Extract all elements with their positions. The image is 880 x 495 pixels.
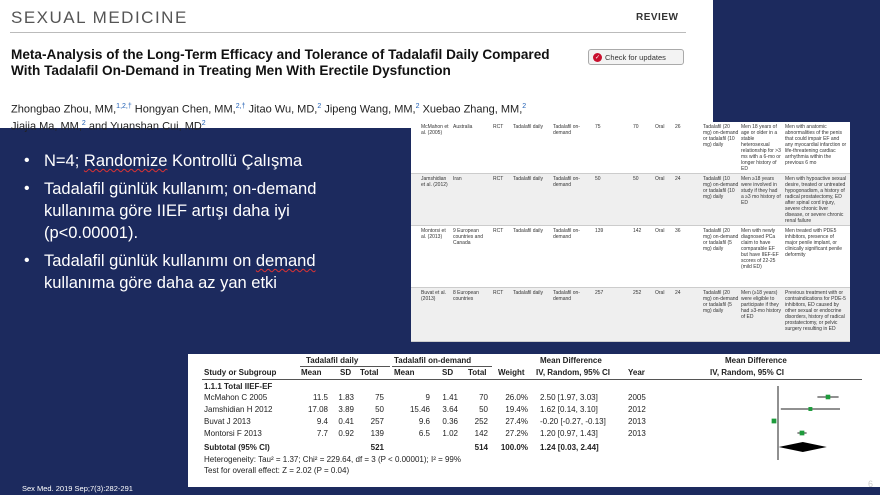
forest-cell-weight: 27.4% [505, 417, 528, 426]
paper-title: Meta-Analysis of the Long-Term Efficacy and Tolerance of Tadalafil Daily Compared With Tadalafil On-Demand in Treating Men With Erectile Dysfunction [11, 47, 550, 78]
table-cell-arm1: Tadalafil daily [513, 290, 544, 296]
md-header: Mean Difference [540, 356, 602, 365]
bullet-item: • Tadalafil günlük kullanımı on demand kullanıma göre daha az yan etki [24, 252, 316, 292]
forest-plot-chart [658, 380, 880, 487]
table-cell-design: RCT [493, 290, 504, 296]
study-marker [808, 407, 812, 411]
table-cell-n1: 75 [595, 124, 601, 130]
study-marker [826, 395, 831, 400]
forest-cell-year: 2013 [628, 429, 646, 438]
forest-cell-mean1: 7.7 [316, 429, 328, 438]
group1-rule [300, 366, 390, 367]
table-cell-study: McMahon et al. (2005) [421, 124, 449, 136]
table-cell-inclusion: Men ≥18 years were involved in study if they had a ≥3 mo history of ED [741, 176, 781, 206]
forest-cell-study: Jamshidian H 2012 [204, 405, 273, 414]
subtotal-ci: 1.24 [0.03, 2.44] [540, 443, 599, 452]
table-cell-arm2: Tadalafil on-demand [553, 124, 580, 136]
forest-cell-mean2: 9.6 [418, 417, 430, 426]
forest-cell-sd2: 3.64 [442, 405, 458, 414]
table-cell-dose: Tadalafil (20 mg) on-demand or tadalafil (5 mg) daily [703, 228, 739, 252]
author-list: Zhongbao Zhou, MM,$^{1,2,\dagger}$ Hongyan Chen, MM,$^{2,\dagger}$ Jitao Wu, MD,$^2$ Jipeng Wang, MM,$^2$ Xuebao Zhang, MM,$^2$ Jiajia Ma, MM,$^2$ and Yuanshan Cui, $MD^2$ [11, 103, 527, 133]
forest-cell-sd2: 1.02 [442, 429, 458, 438]
group2-header: Tadalafil on-demand [394, 356, 472, 365]
md-header-2: Mean Difference [725, 356, 787, 365]
forest-cell-sd2: 1.41 [442, 393, 458, 402]
table-row [411, 288, 850, 342]
forest-cell-weight: 19.4% [505, 405, 528, 414]
forest-cell-mean1: 11.5 [313, 393, 328, 402]
col-method: IV, Random, 95% CI [536, 368, 610, 377]
bullet-item: • N=4; Randomize Kontrollü Çalışma [24, 152, 303, 170]
table-cell-country: Australia [453, 124, 473, 130]
table-cell-country: Iran [453, 176, 462, 182]
col-mean1: Mean [301, 368, 322, 377]
forest-cell-total1: 50 [375, 405, 384, 414]
table-cell-exclusion: Men with hypoactive sexual desire, treated or untreated hypogonadism, a history of radical prostatectomy, ED after spinal cord injury, severe chronic liver disease, or severe chronic renal failure [785, 176, 847, 224]
forest-cell-mean2: 9 [425, 393, 430, 402]
forest-cell-sd2: 0.36 [442, 417, 458, 426]
study-characteristics-table [411, 122, 850, 342]
forest-cell-sd1: 1.83 [338, 393, 354, 402]
table-cell-exclusion: Previous treatment with or contraindications for PDE-5 inhibitors, ED caused by other sexual or endocrine disorders, history of radical prostatectomy, or pelvic surgery resulting in ED [785, 290, 846, 332]
col-year: Year [628, 368, 645, 377]
bullet-list [22, 150, 322, 300]
forest-cell-total2: 50 [479, 405, 488, 414]
col-total1: Total [360, 368, 379, 377]
forest-cell-total2: 252 [474, 417, 488, 426]
table-cell-arm2: Tadalafil on-demand [553, 228, 580, 240]
page-number: 6 [868, 479, 874, 489]
bullet-icon: • [24, 152, 30, 169]
forest-cell-study: McMahon C 2005 [204, 393, 268, 402]
table-cell-country: 8 European countries [453, 290, 479, 302]
forest-plot [188, 354, 880, 487]
forest-cell-total1: 139 [370, 429, 384, 438]
forest-cell-year: 2005 [628, 393, 646, 402]
table-cell-arm2: Tadalafil on-demand [553, 176, 580, 188]
table-cell-n2: 142 [633, 228, 642, 234]
bullet-icon: • [24, 252, 30, 269]
table-cell-weeks: 24 [675, 290, 681, 296]
forest-cell-mean2: 15.46 [409, 405, 430, 414]
forest-cell-study: Montorsi F 2013 [204, 429, 262, 438]
table-cell-n1: 50 [595, 176, 601, 182]
subtotal-diamond [779, 442, 827, 452]
table-cell-country: 9 European countries and Canada [453, 228, 484, 246]
col-method-2: IV, Random, 95% CI [710, 368, 784, 377]
table-cell-design: RCT [493, 124, 504, 130]
heterogeneity-text: Heterogeneity: Tau² = 1.37; Chi² = 229.64, df = 3 (P < 0.00001); I² = 99% [204, 455, 461, 464]
subtotal-label: Subtotal (95% CI) [204, 443, 270, 452]
table-cell-arm1: Tadalafil daily [513, 124, 544, 130]
journal-name: SEXUAL MEDICINE [11, 8, 188, 27]
table-cell-arm1: Tadalafil daily [513, 228, 544, 234]
forest-cell-weight: 26.0% [505, 393, 528, 402]
table-cell-design: RCT [493, 176, 504, 182]
table-cell-exclusion: Men with anatomic abnormalities of the penis that could impair EF and any myocardial infarction or life-threatening cardiac arrhythmia within the previous 6 mo [785, 124, 847, 166]
table-cell-inclusion: Men 18 years of age or older in a stable heterosexual relationship for >3 ms with a 6-mo or longer history of ED [741, 124, 781, 172]
forest-cell-study: Buvat J 2013 [204, 417, 251, 426]
table-cell-weeks: 36 [675, 228, 681, 234]
table-cell-design: RCT [493, 228, 504, 234]
table-cell-n2: 70 [633, 124, 639, 130]
study-marker [772, 419, 777, 424]
table-row [411, 174, 850, 226]
table-cell-inclusion: Men (≥18 years) were eligible to participate if they had ≥3-mo history of ED [741, 290, 781, 320]
study-marker [800, 431, 805, 436]
forest-cell-sd1: 0.41 [338, 417, 354, 426]
forest-cell-mean1: 9.4 [316, 417, 328, 426]
forest-cell-weight: 27.2% [505, 429, 528, 438]
forest-cell-total2: 70 [479, 393, 488, 402]
forest-cell-ci: -0.20 [-0.27, -0.13] [540, 417, 606, 426]
table-cell-route: Oral [655, 124, 665, 130]
col-weight: Weight [498, 368, 525, 377]
table-cell-arm1: Tadalafil daily [513, 176, 544, 182]
group2-rule [392, 366, 492, 367]
forest-cell-sd1: 0.92 [338, 429, 354, 438]
col-mean2: Mean [394, 368, 415, 377]
forest-cell-year: 2012 [628, 405, 646, 414]
check-updates-label: Check for updates [605, 52, 666, 62]
overall-test-text: Test for overall effect: Z = 2.02 (P = 0.04) [204, 466, 350, 475]
table-cell-study: Montorsi et al. (2013) [421, 228, 446, 240]
subtotal-total1: 521 [370, 443, 384, 452]
forest-cell-mean1: 17.08 [307, 405, 328, 414]
table-cell-n1: 139 [595, 228, 604, 234]
table-cell-weeks: 24 [675, 176, 681, 182]
bullet-item: • Tadalafil günlük kullanım; on-demand kullanıma göre IIEF artışı daha iyi (p<0.00001). [24, 180, 317, 242]
forest-cell-sd1: 3.89 [338, 405, 354, 414]
subtotal-total2: 514 [474, 443, 488, 452]
forest-cell-total1: 75 [375, 393, 384, 402]
check-updates-button[interactable] [588, 49, 684, 65]
table-cell-n2: 252 [633, 290, 642, 296]
table-row [411, 226, 850, 288]
col-sd1: SD [340, 368, 352, 377]
citation: Sex Med. 2019 Sep;7(3):282-291 [22, 484, 133, 493]
table-cell-exclusion: Men treated with PDE5 inhibitors, presence of major penile implant, or clinically significant penile deformity [785, 228, 842, 258]
group1-header: Tadalafil daily [306, 356, 359, 365]
section-label: REVIEW [636, 12, 679, 23]
table-cell-dose: Tadalafil (20 mg) on-demand or tadalafil (10 mg) daily [703, 124, 739, 148]
table-cell-route: Oral [655, 290, 665, 296]
col-sd2: SD [442, 368, 454, 377]
table-cell-route: Oral [655, 176, 665, 182]
subtotal-weight: 100.0% [500, 443, 528, 452]
table-cell-arm2: Tadalafil on-demand [553, 290, 580, 302]
table-cell-dose: Tadalafil (20 mg) on-demand or tadalafil (5 mg) daily [703, 290, 739, 314]
refresh-icon: ✓ [594, 54, 601, 61]
table-cell-dose: Tadalafil (10 mg) on-demand or tadalafil (10 mg) daily [703, 176, 739, 200]
forest-cell-mean2: 6.5 [418, 429, 430, 438]
table-cell-n1: 257 [595, 290, 604, 296]
col-total2: Total [468, 368, 487, 377]
forest-cell-total2: 142 [474, 429, 488, 438]
table-cell-study: Buvat et al. (2013) [421, 290, 447, 302]
forest-cell-total1: 257 [370, 417, 384, 426]
table-cell-weeks: 26 [675, 124, 681, 130]
table-cell-route: Oral [655, 228, 665, 234]
table-cell-inclusion: Men with newly diagnosed PCa claim to have comparable EF but have IIEF-EF scores of 22-25 (mild ED) [741, 228, 779, 270]
table-divider [411, 341, 850, 342]
table-cell-n2: 50 [633, 176, 639, 182]
forest-cell-year: 2013 [628, 417, 646, 426]
header-divider [10, 32, 686, 33]
forest-cell-ci: 1.20 [0.97, 1.43] [540, 429, 598, 438]
forest-cell-ci: 1.62 [0.14, 3.10] [540, 405, 598, 414]
table-row [411, 122, 850, 174]
forest-cell-ci: 2.50 [1.97, 3.03] [540, 393, 598, 402]
bullet-icon: • [24, 180, 30, 197]
table-cell-study: Jamshidian et al. (2012) [421, 176, 448, 188]
col-study: Study or Subgroup [204, 368, 277, 377]
subgroup-label: 1.1.1 Total IIEF-EF [204, 382, 273, 391]
